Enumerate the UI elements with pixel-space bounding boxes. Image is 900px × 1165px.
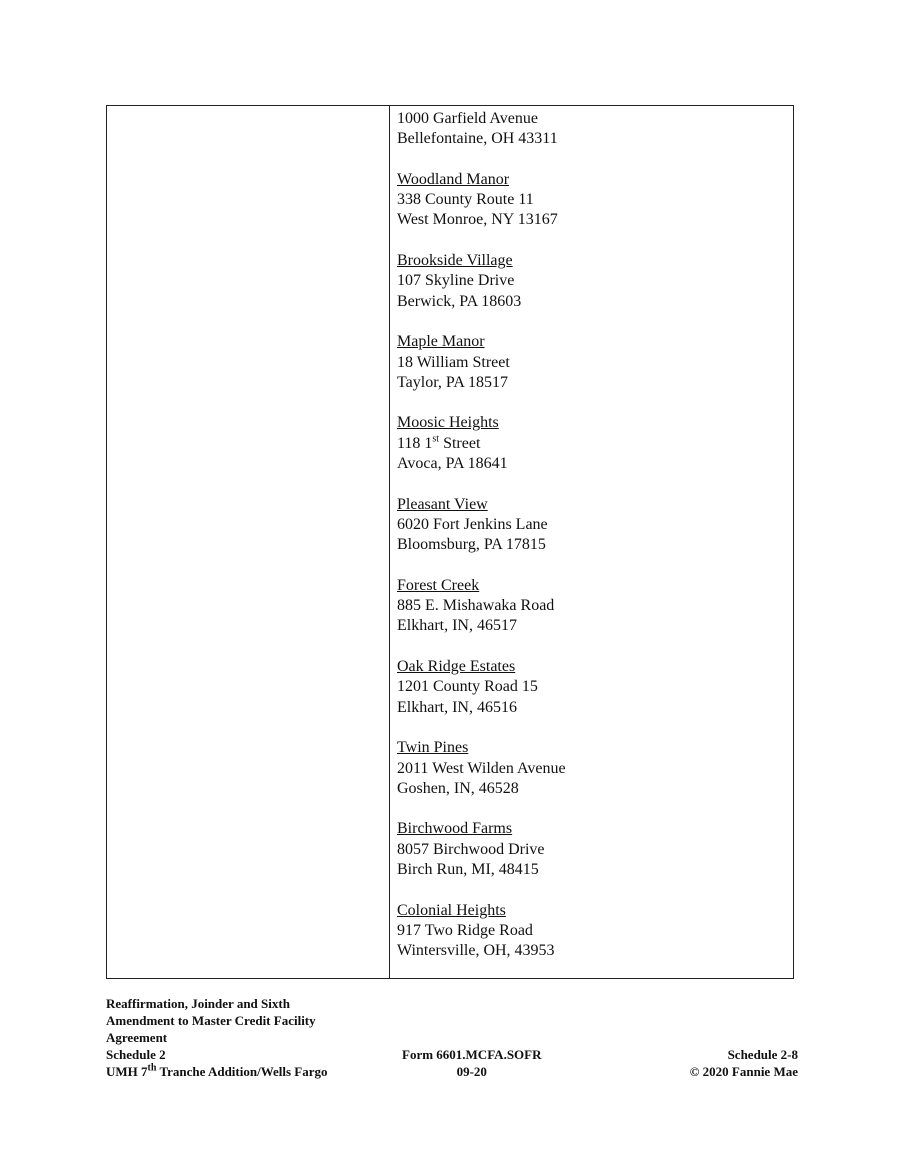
property-entry xyxy=(397,413,566,474)
footer-tranche-label: UMH 7th Tranche Addition/Wells Fargo xyxy=(106,1062,328,1079)
property-address: 338 County Route 11 xyxy=(397,191,534,209)
property-name: Woodland Manor xyxy=(397,170,510,188)
property-address: 18 William Street xyxy=(397,353,510,371)
footer-page-info xyxy=(690,1046,798,1080)
property-entry xyxy=(397,495,566,556)
property-address: 1201 County Road 15 xyxy=(397,678,538,696)
property-address: 885 E. Mishawaka Road xyxy=(397,597,555,615)
address-column xyxy=(397,109,566,982)
footer-document-info xyxy=(106,995,328,1080)
property-address: 2011 West Wilden Avenue xyxy=(397,759,566,777)
property-address: 1000 Garfield Avenue xyxy=(397,110,538,127)
property-city: West Monroe, NY 13167 xyxy=(397,211,558,229)
property-entry xyxy=(397,819,566,880)
footer-copyright: © 2020 Fannie Mae xyxy=(689,1064,798,1079)
property-name: Twin Pines xyxy=(397,739,469,757)
property-city: Wintersville, OH, 43953 xyxy=(397,942,555,960)
property-city: Taylor, PA 18517 xyxy=(397,373,508,391)
column-divider xyxy=(389,106,390,978)
property-entry xyxy=(397,576,566,637)
property-entry xyxy=(397,251,566,312)
property-city: Elkhart, IN, 46517 xyxy=(397,617,517,635)
footer-title-line: Amendment to Master Credit Facility xyxy=(106,1013,316,1028)
property-entry xyxy=(397,901,566,962)
property-name: Forest Creek xyxy=(397,576,480,594)
property-name: Pleasant View xyxy=(397,495,488,513)
property-name: Birchwood Farms xyxy=(397,820,513,838)
property-name: Oak Ridge Estates xyxy=(397,658,516,676)
property-name: Colonial Heights xyxy=(397,901,506,919)
property-entry xyxy=(397,170,566,231)
property-name: Brookside Village xyxy=(397,252,513,270)
property-city: Avoca, PA 18641 xyxy=(397,455,508,473)
property-city: Birch Run, MI, 48415 xyxy=(397,860,539,878)
property-address: 107 Skyline Drive xyxy=(397,272,515,290)
footer-title-line: Agreement xyxy=(106,1030,168,1045)
footer-form-info xyxy=(402,1046,541,1080)
property-city: Bloomsburg, PA 17815 xyxy=(397,536,546,554)
property-entry xyxy=(397,738,566,799)
property-name: Maple Manor xyxy=(397,333,485,351)
footer-form-number: Form 6601.MCFA.SOFR xyxy=(402,1047,542,1062)
property-entry-continued xyxy=(397,109,566,150)
footer-page-schedule: Schedule 2-8 xyxy=(727,1047,798,1062)
property-entry xyxy=(397,657,566,718)
footer-title-line: Reaffirmation, Joinder and Sixth xyxy=(106,996,290,1011)
property-entry xyxy=(397,332,566,393)
property-address: 6020 Fort Jenkins Lane xyxy=(397,515,548,533)
property-address: 8057 Birchwood Drive xyxy=(397,840,545,858)
property-city: Goshen, IN, 46528 xyxy=(397,779,519,797)
property-address: 917 Two Ridge Road xyxy=(397,921,533,939)
footer-schedule-label: Schedule 2 xyxy=(106,1047,166,1062)
property-city: Bellefontaine, OH 43311 xyxy=(397,130,558,148)
property-name: Moosic Heights xyxy=(397,414,499,432)
property-table xyxy=(106,105,794,979)
property-city: Berwick, PA 18603 xyxy=(397,292,522,310)
property-address: 118 1st Street xyxy=(397,433,481,452)
footer-form-date: 09-20 xyxy=(456,1064,487,1079)
property-city: Elkhart, IN, 46516 xyxy=(397,698,517,716)
